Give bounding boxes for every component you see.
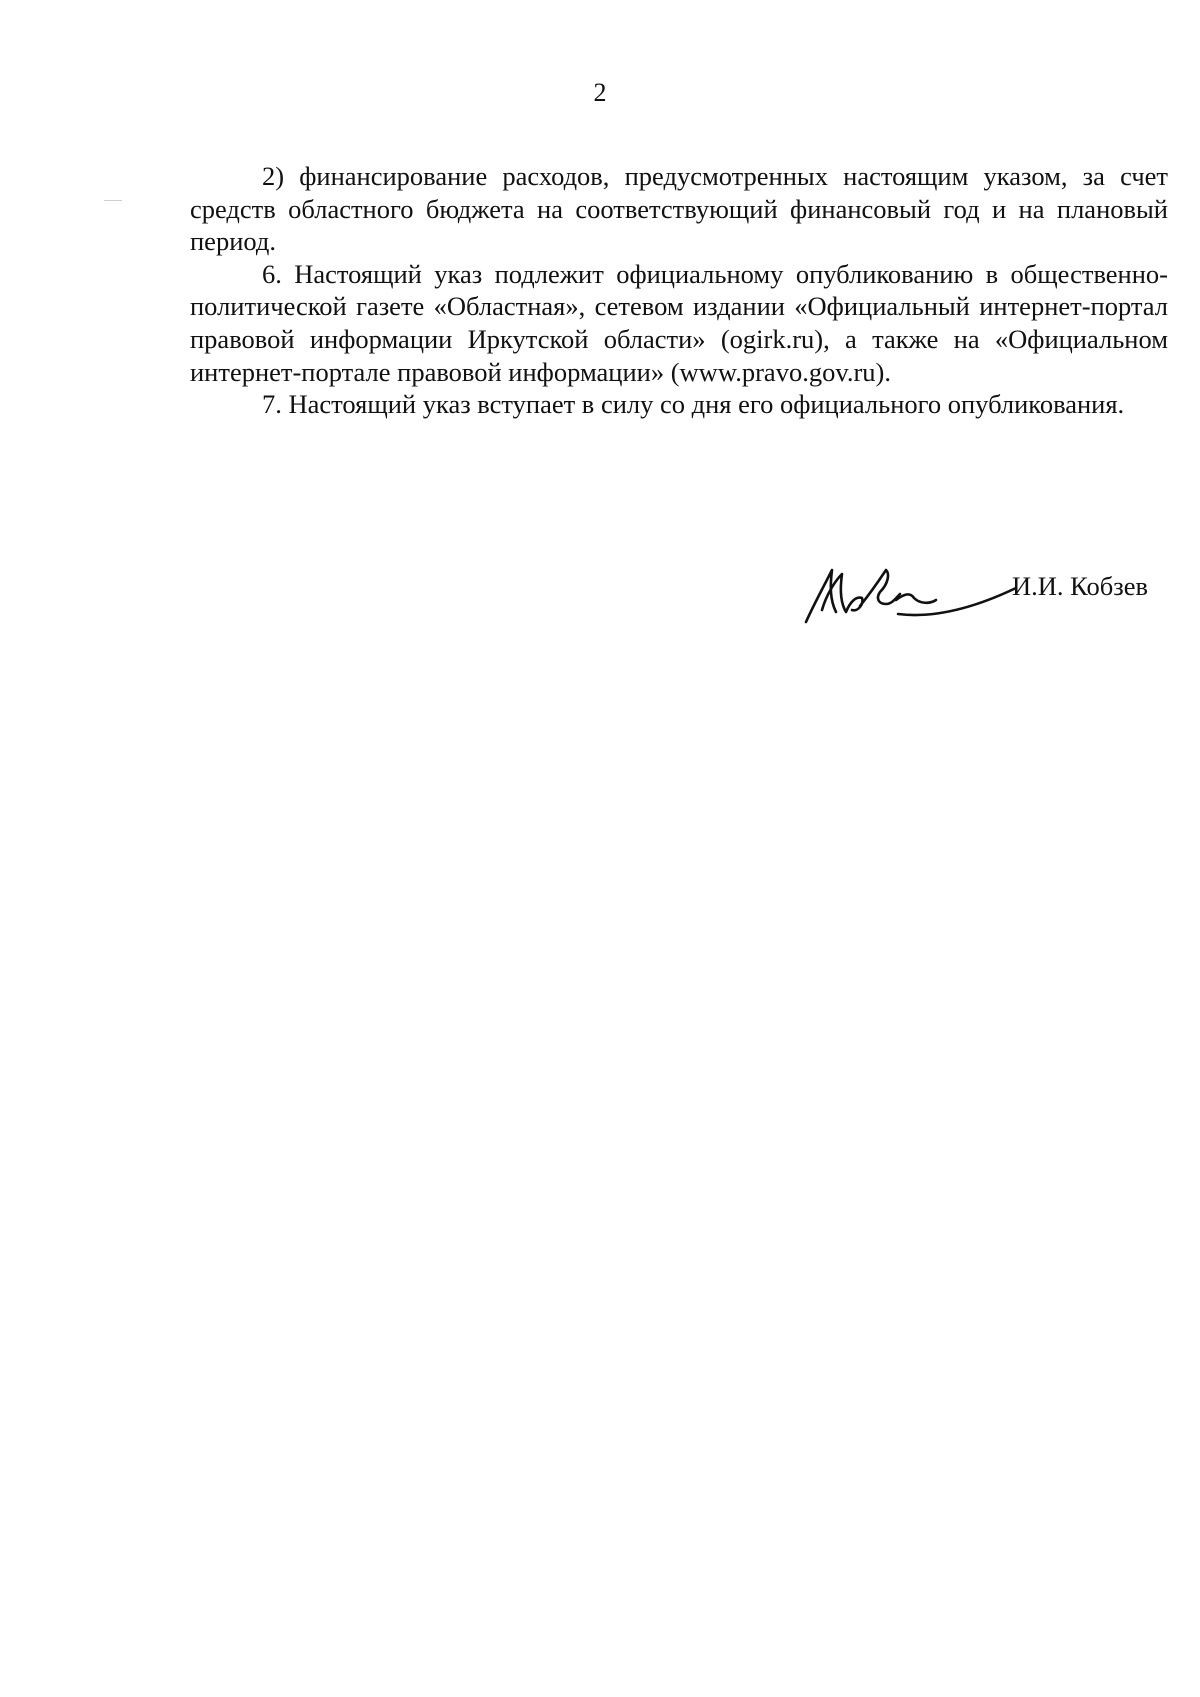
signature-block [800,560,1170,640]
paragraph-item-2: 2) финансирование расходов, предусмотренных настоящим указом, за счет средств областного бюджета на соответствующий финансовый год и на плановый период. [190,161,1168,257]
paragraph-item-6: 6. Настоящий указ подлежит официальному опубликованию в общественно-политической газете «Областная», сетевом издании «Официальный интернет-портал правовой информации Иркутской области» (ogirk.ru), а также на «Официальном интернет-портале правовой информации» (www.pravo.gov.ru). [190,258,1168,387]
document-body [190,160,1168,421]
handwritten-signature-icon [800,560,1020,640]
page-number: 2 [593,78,607,107]
margin-mark [104,200,122,201]
paragraph-item-7: 7. Настоящий указ вступает в силу со дня его официального опубликования. [262,389,1125,420]
signer-name: И.И. Кобзев [1012,571,1148,601]
